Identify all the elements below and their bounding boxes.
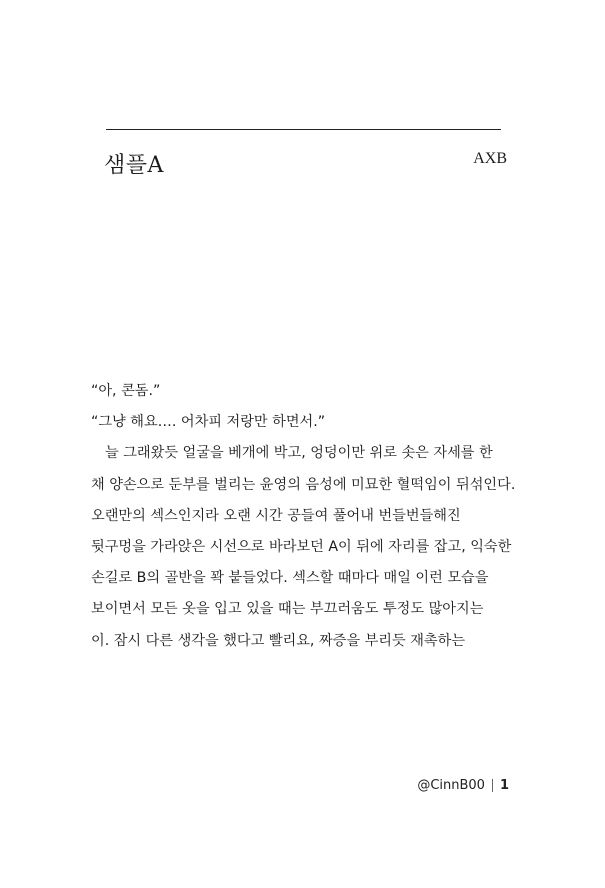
text-line: 채 양손으로 둔부를 벌리는 윤영의 음성에 미묘한 혈떡임이 뒤섞인다. [91,476,516,493]
text-line: 보이면서 모든 옷을 입고 있을 때는 부끄러움도 투정도 많아지는 [91,601,484,618]
header-rule [106,129,501,130]
text-line: “그냥 해요…. 어차피 저랑만 하면서.” [91,414,326,431]
document-title: 샘플A [104,153,164,178]
text-line: 손길로 B의 골반을 꽉 붙들었다. 섹스할 때마다 매일 이런 모습을 [91,570,489,587]
text-line: 뒷구멍을 가라앉은 시선으로 바라보던 A이 뒤에 자리를 잡고, 익숙한 [91,539,512,556]
pairing-label: AXB [473,150,507,167]
text-line: “아, 콘돔.” [91,383,161,399]
footer-divider [492,779,493,792]
page-footer [417,778,509,793]
text-line: 오랜만의 섹스인지라 오랜 시간 공들여 풀어내 번들번들해진 [91,507,461,524]
page-number: 1 [499,778,509,793]
author-handle: @CinnB00 [417,778,485,793]
text-line: 이. 잠시 다른 생각을 했다고 빨리요, 짜증을 부리듯 재촉하는 [91,632,466,649]
text-line: 늘 그래왔듯 얼굴을 베개에 박고, 엉덩이만 위로 솟은 자세를 한 [105,445,493,462]
body-text [91,376,531,657]
